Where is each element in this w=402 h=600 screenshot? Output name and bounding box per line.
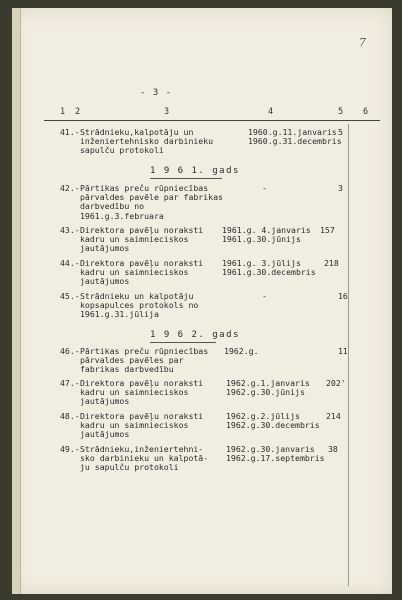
entry-date-line: -: [262, 291, 267, 301]
entry-number: 46.-: [60, 346, 80, 356]
entry-title-line: sapulču protokoli: [80, 145, 164, 156]
column-header-6: 6: [363, 107, 369, 117]
entry-page-count: 38: [328, 444, 338, 454]
entry-date-line: 1962.g.1.janvaris: [226, 378, 310, 388]
column-header-5: 5: [338, 107, 344, 117]
entry-title: [80, 128, 213, 156]
entry-number: 41.-: [60, 127, 80, 137]
entry-title-line: darbvedību no: [80, 201, 145, 212]
entry-page-count: 218: [324, 258, 339, 268]
entry-number: 47.-: [60, 378, 80, 388]
entry-title-line: kadru un saimnieciskos: [80, 387, 189, 398]
entry-title: [80, 347, 208, 375]
entry-number: 48.-: [60, 411, 80, 421]
entry-page-count: 214: [326, 411, 341, 421]
corner-mark: 7: [359, 36, 366, 49]
year-heading-underline: [150, 342, 216, 343]
entry-title-line: sko darbinieku un kalpotā-: [80, 453, 209, 464]
entry-date-line: 1960.g.11.janvaris: [248, 127, 337, 137]
column-header-1: 1: [60, 107, 66, 117]
entry-title-line: jautājumos: [80, 276, 130, 287]
page-number: - 3 -: [140, 88, 173, 98]
entry-dates: [222, 259, 316, 277]
entry-title-line: Direktora pavēļu noraksti: [80, 225, 204, 235]
entry-date-line: 1962.g.: [224, 346, 259, 356]
entry-title-line: Direktora pavēļu noraksti: [80, 411, 204, 421]
entry-date-line: 1961.g.30.decembris: [222, 267, 316, 278]
entry-page-count: 11: [338, 346, 348, 356]
entry-title-line: Strādnieku,inženiertehni-: [80, 444, 204, 454]
entry-title-line: pārvaldes pavēles par: [80, 355, 184, 366]
entry-title: [80, 412, 203, 440]
entry-title: [80, 379, 203, 407]
entry-dates: [222, 226, 311, 244]
entry-title: [80, 292, 198, 320]
entry-number: 44.-: [60, 258, 80, 268]
entry-dates: [226, 445, 325, 463]
entry-title-line: Pārtikas preču rūpniecības: [80, 346, 209, 356]
entry-page-count: 5: [338, 127, 343, 137]
entry-title-line: kopsapulces protokols no: [80, 300, 199, 311]
entry-date-line: 1960.g.31.decembris: [248, 136, 342, 147]
column-header-2: 2: [75, 107, 81, 117]
entry-number: 45.-: [60, 291, 80, 301]
entry-title-line: Pārtikas preču rūpniecības: [80, 183, 209, 193]
entry-title-line: jautājumos: [80, 429, 130, 440]
entry-title: [80, 445, 208, 473]
entry-title-line: inženiertehnisko darbinieku: [80, 136, 214, 147]
entry-title-line: fabrikas darbvedību: [80, 364, 174, 375]
column-header-3: 3: [164, 107, 170, 117]
entry-date-line: -: [262, 183, 267, 193]
entry-date-line: 1962.g.30.jūnijs: [226, 387, 305, 398]
entry-title-line: Direktora pavēļu noraksti: [80, 258, 204, 268]
entry-title: [80, 226, 203, 254]
entry-page-count: 202': [326, 378, 346, 388]
entry-title-line: jautājumos: [80, 396, 130, 407]
entry-date-line: 1961.g. 3.jūlijs: [222, 258, 301, 268]
entry-title-line: kadru un saimnieciskos: [80, 267, 189, 278]
entry-title-line: ju sapulču protokoli: [80, 462, 179, 473]
entry-title-line: 1961.g.3.februara: [80, 210, 164, 221]
entry-page-count: 157: [320, 225, 335, 235]
entry-title-line: Strādnieku,kalpotāju un: [80, 127, 194, 137]
entry-dates: [248, 128, 342, 146]
entry-number: 43.-: [60, 225, 80, 235]
entry-title-line: Direktora pavēļu noraksti: [80, 378, 204, 388]
column-divider: [348, 124, 349, 586]
entry-date-line: 1962.g.30.janvaris: [226, 444, 315, 454]
entry-title: [80, 184, 223, 221]
binding-strip: [12, 8, 21, 594]
entry-dates: [262, 184, 267, 193]
entry-number: 49.-: [60, 444, 80, 454]
entry-title-line: kadru un saimnieciskos: [80, 234, 189, 245]
entry-date-line: 1962.g.17.septembris: [226, 453, 325, 464]
year-heading-underline: [150, 178, 222, 179]
year-heading-1961: 1 9 6 1. gads: [150, 166, 240, 176]
entry-date-line: 1962.g.30.decembris: [226, 420, 320, 431]
entry-page-count: 3: [338, 183, 343, 193]
year-heading-1962: 1 9 6 2. gads: [150, 330, 240, 340]
header-rule: [44, 120, 380, 121]
entry-dates: [224, 347, 259, 356]
entry-title: [80, 259, 203, 287]
entry-title-line: kadru un saimnieciskos: [80, 420, 189, 431]
entry-date-line: 1962.g.2.jūlijs: [226, 411, 300, 421]
column-header-4: 4: [268, 107, 274, 117]
entry-page-count: 16: [338, 291, 348, 301]
entry-date-line: 1961.g.30.jūnijs: [222, 234, 301, 245]
entry-dates: [262, 292, 267, 301]
entry-title-line: Strādnieku un kalpotāju: [80, 291, 194, 301]
entry-dates: [226, 412, 320, 430]
entry-number: 42.-: [60, 183, 80, 193]
entry-title-line: 1961.g.31.jūlija: [80, 309, 159, 320]
entry-date-line: 1961.g. 4.janvaris: [222, 225, 311, 235]
entry-title-line: pārvaldes pavēle par fabrikas: [80, 192, 223, 203]
entry-title-line: jautājumos: [80, 243, 130, 254]
entry-dates: [226, 379, 310, 397]
